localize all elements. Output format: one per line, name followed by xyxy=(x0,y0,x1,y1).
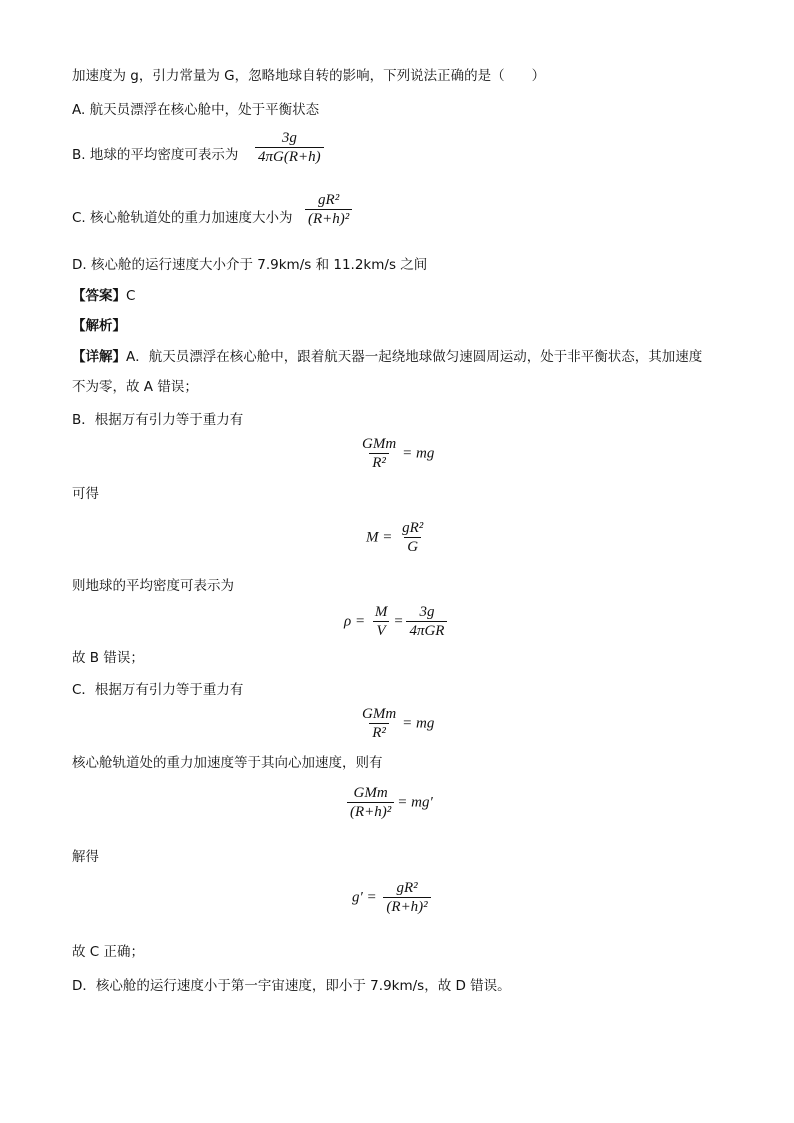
eq4-denominator: R² xyxy=(369,723,389,742)
eq2-numerator: gR² xyxy=(402,520,424,536)
answer-value: C xyxy=(126,288,136,304)
eq2-lhs: M = xyxy=(366,529,393,546)
equation-1 xyxy=(356,436,434,472)
option-c-formula xyxy=(302,192,355,228)
equation-2 xyxy=(366,520,429,556)
question-stem: 加速度为 g，引力常量为 G，忽略地球自转的影响，下列说法正确的是（ ） xyxy=(72,68,546,84)
eq1-numerator: GMm xyxy=(362,436,397,452)
option-c-text: C. 核心舱轨道处的重力加速度大小为 xyxy=(72,210,293,226)
option-b-text: B. 地球的平均密度可表示为 xyxy=(72,147,239,163)
eq4-numerator: GMm xyxy=(362,706,397,722)
detail-label: 【详解】 xyxy=(72,349,126,365)
detail-c-intro: C．根据万有引力等于重力有 xyxy=(72,682,244,698)
eq6-lhs: g′ = xyxy=(352,889,377,906)
detail-a-text: A．航天员漂浮在核心舱中，跟着航天器一起绕地球做匀速圆周运动，处于非平衡状态，其加速度 xyxy=(126,349,703,365)
equation-6 xyxy=(352,880,434,916)
analysis-label: 【解析】 xyxy=(72,318,126,334)
option-a: A. 航天员漂浮在核心舱中，处于平衡状态 xyxy=(72,102,320,118)
eq6-denominator: (R+h)² xyxy=(383,897,430,916)
answer-label: 【答案】 xyxy=(72,288,126,304)
detail-c-orbit: 核心舱轨道处的重力加速度等于其向心加速度，则有 xyxy=(72,755,383,771)
detail-a-line1 xyxy=(72,347,702,367)
equation-3 xyxy=(344,604,450,640)
answer-line xyxy=(72,286,135,306)
eq5-denominator: (R+h)² xyxy=(347,802,394,821)
eq3-numerator-1: M xyxy=(374,604,388,620)
detail-b-keyi: 可得 xyxy=(72,486,99,502)
detail-a-line2: 不为零，故 A 错误； xyxy=(72,379,198,395)
option-b-denominator: 4πG(R+h) xyxy=(255,147,324,166)
eq5-numerator: GMm xyxy=(353,785,388,801)
detail-d-line: D．核心舱的运行速度小于第一宇宙速度，即小于 7.9km/s，故 D 错误。 xyxy=(72,978,511,994)
equation-5 xyxy=(344,785,433,821)
detail-c-conclusion: 故 C 正确； xyxy=(72,944,145,960)
detail-b-conclusion: 故 B 错误； xyxy=(72,650,144,666)
option-b-numerator: 3g xyxy=(281,130,297,146)
eq3-mid: = xyxy=(393,613,404,630)
detail-b-intro: B．根据万有引力等于重力有 xyxy=(72,412,244,428)
eq3-lhs: ρ = xyxy=(344,613,366,630)
eq1-denominator: R² xyxy=(369,453,389,472)
detail-b-density: 则地球的平均密度可表示为 xyxy=(72,578,234,594)
option-c-numerator: gR² xyxy=(318,192,340,208)
eq1-rhs: = mg xyxy=(402,445,435,462)
equation-4 xyxy=(356,706,434,742)
eq6-numerator: gR² xyxy=(396,880,418,896)
eq3-denominator-1: V xyxy=(373,621,388,640)
eq5-rhs: = mg′ xyxy=(397,794,433,811)
option-d: D. 核心舱的运行速度大小介于 7.9km/s 和 11.2km/s 之间 xyxy=(72,257,428,273)
eq4-rhs: = mg xyxy=(402,715,435,732)
option-c-denominator: (R+h)² xyxy=(305,209,352,228)
eq3-numerator-2: 3g xyxy=(419,604,435,620)
eq3-denominator-2: 4πGR xyxy=(406,621,447,640)
detail-c-jiede: 解得 xyxy=(72,849,99,865)
eq2-denominator: G xyxy=(404,537,421,556)
option-b-formula xyxy=(252,130,327,166)
